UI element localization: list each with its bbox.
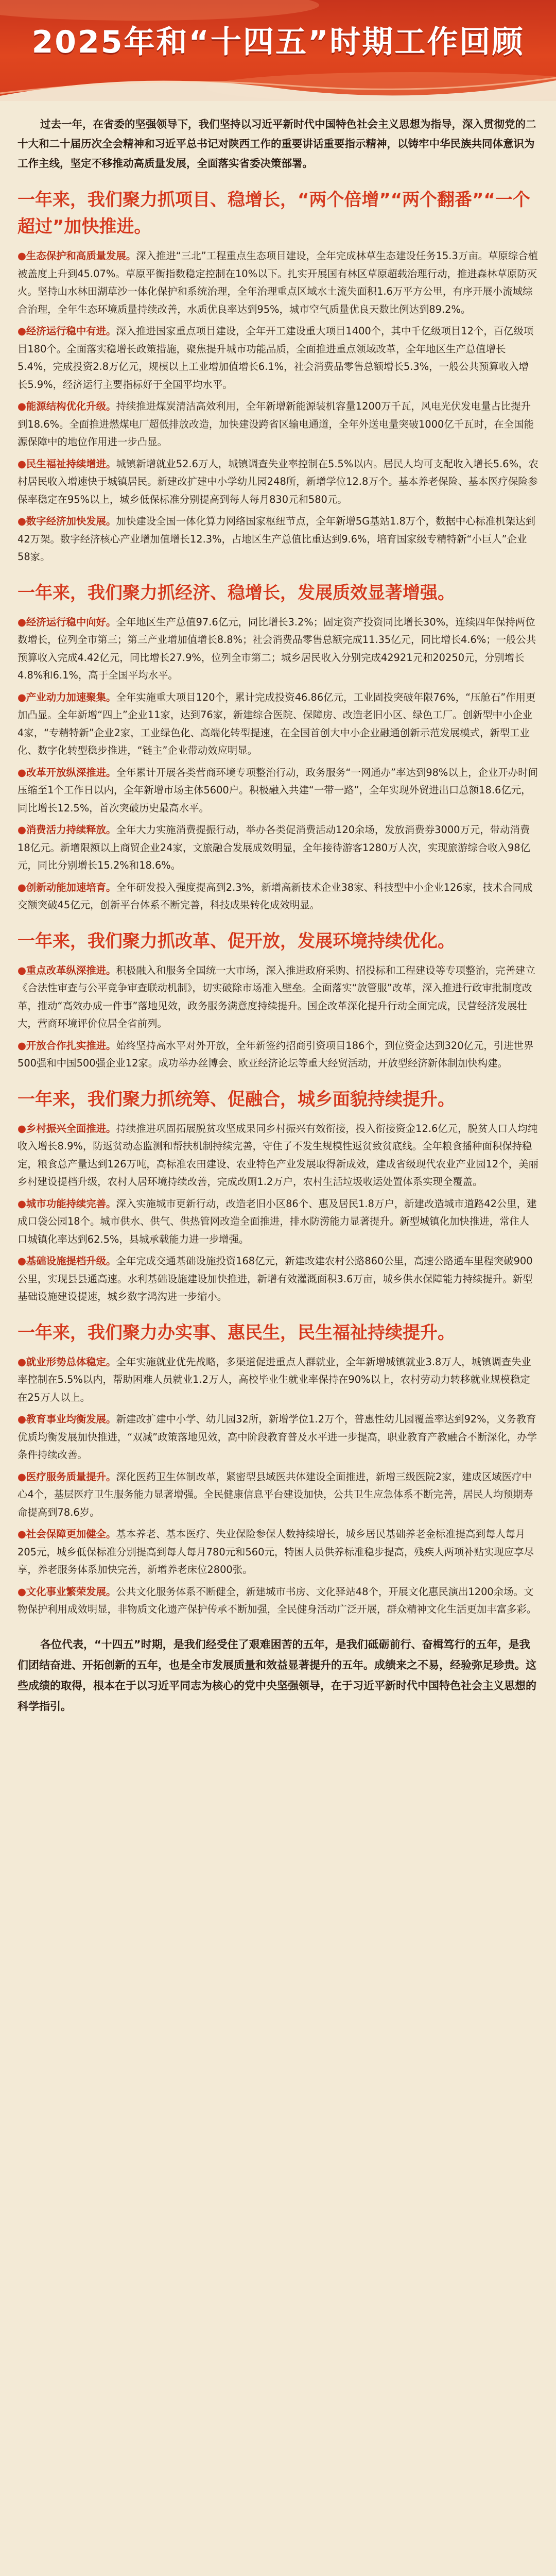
item-lead: 医疗服务质量提升。 xyxy=(26,1470,116,1483)
section-title: 一年来，我们聚力办实事、惠民生，民生福祉持续提升。 xyxy=(18,1322,455,1343)
item-text: 全年大力实施消费提振行动，举办各类促消费活动120余场，发放消费券3000万元，带动消费18亿元。新增限额以上商贸企业24家，文旅融合发展成效明显，全年接待游客1280万人次，实现旅游综合收入98亿元，同比分别增长15.2%和18.6%。 xyxy=(18,824,530,871)
item-lead: 数字经济加快发展。 xyxy=(26,515,116,527)
bullet-icon: ● xyxy=(18,824,26,836)
header-banner xyxy=(0,0,556,101)
intro-paragraph: 过去一年，在省委的坚强领导下，我们坚持以习近平新时代中国特色社会主义思想为指导，深入贯彻党的二十大和二十届历次全会精神和习近平总书记对陕西工作的重要讲话重要指示精神，以铸牢中华民族共同体意识为工作主线，坚定不移推动高质量发展，全面落实省委决策部署。 xyxy=(18,118,536,170)
section-title: 一年来，我们聚力抓经济、稳增长，发展质效显著增强。 xyxy=(18,582,455,603)
item-text: 全年地区生产总值97.6亿元，同比增长3.2%；固定资产投资同比增长30%，连续四年保持两位数增长，位列全市第三；第三产业增加值增长8.8%；社会消费品零售总额完成11.35亿元，同比增长4.6%；一般公共预算收入完成4.42亿元，同比增长27.9%，位列全市第二；城乡居民收入分别完成42921元和20250元，分别增长4.8%和6.1%，高于全国平均水平。 xyxy=(18,616,536,681)
section-3 xyxy=(18,928,538,1073)
bullet-icon: ● xyxy=(18,515,26,527)
list-item xyxy=(18,323,538,394)
item-text: 持续推进巩固拓展脱贫攻坚成果同乡村振兴有效衔接，投入衔接资金12.6亿元，脱贫人口人均纯收入增长8.9%，防返贫动态监测和帮扶机制持续完善，守住了不发生规模性返贫致贫底线。全年粮食播种面积保持稳定，粮食总产量达到126万吨，高标准农田建设、农业特色产业发展取得新成效，建成省级现代农业产业园12个，美丽乡村建设提档升级，农村人居环境持续改善，完成改厕1.2万户，农村生活垃圾收运处置体系实现全覆盖。 xyxy=(18,1122,538,1188)
bullet-icon: ● xyxy=(18,1355,26,1368)
bullet-icon: ● xyxy=(18,1470,26,1483)
section-title: 一年来，我们聚力抓统筹、促融合，城乡面貌持续提升。 xyxy=(18,1089,455,1110)
section-title: 一年来，我们聚力抓项目、稳增长，“两个倍增”“两个翻番”“一个超过”加快推进。 xyxy=(18,190,530,237)
bullet-icon: ● xyxy=(18,766,26,778)
item-text: 全年实施就业优先战略，多渠道促进重点人群就业，全年新增城镇就业3.8万人，城镇调查失业率控制在5.5%以内，帮助困难人员就业1.2万人，高校毕业生就业率保持在90%以上，农村劳动力转移就业规模稳定在25万人以上。 xyxy=(18,1355,531,1403)
list-item xyxy=(18,1252,538,1306)
item-text: 积极融入和服务全国统一大市场，深入推进政府采购、招投标和工程建设等专项整治，完善建立《合法性审查与公平竞争审查联动机制》，切实破除市场准入壁垒。全面落实“放管服”改革，深入推进行政审批制度改革，推动“高效办成一件事”落地见效，政务服务满意度持续提升。国企改革深化提升行动全面完成，民营经济发展壮大，营商环境评价位居全省前列。 xyxy=(18,964,535,1029)
item-text: 城镇新增就业52.6万人，城镇调查失业率控制在5.5%以内。居民人均可支配收入增长5.6%，农村居民收入增速快于城镇居民。新建改扩建中小学幼儿园248所，新增学位12.8万个。基本养老保险、基本医疗保险参保率稳定在95%以上，城乡低保标准分别提高到每人每月830元和580元。 xyxy=(18,457,538,505)
list-item xyxy=(18,764,538,818)
section-5 xyxy=(18,1319,538,1619)
article-body xyxy=(0,101,556,1717)
list-item xyxy=(18,614,538,685)
item-text: 全年研发投入强度提高到2.3%，新增高新技术企业38家、科技型中小企业126家，技术合同成交额突破45亿元，创新平台体系不断完善，科技成果转化成效明显。 xyxy=(18,881,533,911)
bullet-icon: ● xyxy=(18,616,26,628)
item-lead: 经济运行稳中有进。 xyxy=(26,325,116,337)
bullet-icon: ● xyxy=(18,1255,26,1267)
bullet-icon: ● xyxy=(18,457,26,470)
item-lead: 城市功能持续完善。 xyxy=(26,1197,116,1210)
item-lead: 社会保障更加健全。 xyxy=(26,1528,116,1540)
item-text: 深入实施城市更新行动，改造老旧小区86个、惠及居民1.8万户，新建改造城市道路42公里，建成口袋公园18个。城市供水、供气、供热管网改造全面推进，排水防涝能力显著提升。新型城镇化加快推进，常住人口城镇化率达到62.5%，县城承载能力进一步增强。 xyxy=(18,1197,537,1245)
section-2 xyxy=(18,580,538,914)
list-item xyxy=(18,1037,538,1073)
item-lead: 乡村振兴全面推进。 xyxy=(26,1122,116,1134)
bullet-icon: ● xyxy=(18,1122,26,1134)
bullet-icon: ● xyxy=(18,964,26,976)
item-lead: 产业动力加速聚集。 xyxy=(26,691,116,703)
bullet-icon: ● xyxy=(18,325,26,337)
list-item xyxy=(18,1411,538,1464)
section-1 xyxy=(18,187,538,566)
bullet-icon: ● xyxy=(18,400,26,412)
item-lead: 能源结构优化升级。 xyxy=(26,400,116,412)
bullet-icon: ● xyxy=(18,1039,26,1052)
list-item xyxy=(18,455,538,509)
bullet-icon: ● xyxy=(18,1413,26,1425)
bullet-icon: ● xyxy=(18,881,26,893)
item-lead: 文化事业繁荣发展。 xyxy=(26,1585,116,1598)
list-item xyxy=(18,821,538,875)
list-item xyxy=(18,962,538,1033)
bullet-icon: ● xyxy=(18,1528,26,1540)
item-text: 新建改扩建中小学、幼儿园32所，新增学位1.2万个，普惠性幼儿园覆盖率达到92%，义务教育优质均衡发展加快推进，“双减”政策落地见效，高中阶段教育普及水平进一步提高，职业教育产教融合不断深化，办学条件持续改善。 xyxy=(18,1413,537,1461)
list-item xyxy=(18,1120,538,1191)
section-4 xyxy=(18,1086,538,1306)
item-lead: 开放合作扎实推进。 xyxy=(26,1039,116,1052)
closing-paragraph: 各位代表，“十四五”时期，是我们经受住了艰难困苦的五年，是我们砥砺前行、奋楫笃行的五年，是我们团结奋进、开拓创新的五年，也是全市发展质量和效益显著提升的五年。成绩来之不易，经验弥足珍贵。这些成绩的取得，根本在于以习近平同志为核心的党中央坚强领导，在于习近平新时代中国特色社会主义思想的科学指引。 xyxy=(18,1638,536,1713)
item-text: 全年完成交通基础设施投资168亿元，新建改建农村公路860公里，高速公路通车里程突破900公里，实现县县通高速。水利基础设施建设加快推进，新增有效灌溉面积3.6万亩，城乡供水保障能力持续提升。新型基础设施建设提速，城乡数字鸿沟进一步缩小。 xyxy=(18,1255,533,1302)
item-text: 基本养老、基本医疗、失业保险参保人数持续增长，城乡居民基础养老金标准提高到每人每月205元，城乡低保标准分别提高到每人每月780元和560元，特困人员供养标准稳步提高，残疾人两项补贴实现应享尽享，养老服务体系加快完善，新增养老床位2800张。 xyxy=(18,1528,534,1575)
page-title: 2025年和“十四五”时期工作回顾 xyxy=(31,24,525,60)
list-item xyxy=(18,1195,538,1249)
item-lead: 经济运行稳中向好。 xyxy=(26,616,116,628)
item-text: 深化医药卫生体制改革，紧密型县域医共体建设全面推进，新增三级医院2家，建成区域医疗中心4个，基层医疗卫生服务能力显著增强。全民健康信息平台建设加快，公共卫生应急体系不断完善，居民人均预期寿命提高到78.6岁。 xyxy=(18,1470,533,1518)
list-item xyxy=(18,689,538,760)
list-item xyxy=(18,1526,538,1579)
item-text: 深入推进国家重点项目建设，全年开工建设重大项目1400个，其中千亿级项目12个，百亿级项目180个。全面落实稳增长政策措施，聚焦提升城市功能品质，全面推进重点领域改革，全年地区生产总值增长5.4%，完成投资2.8万亿元，规模以上工业增加值增长6.1%，社会消费品零售总额增长5.3%，一般公共预算收入增长5.9%，经济运行主要指标好于全国平均水平。 xyxy=(18,325,534,391)
item-text: 加快建设全国一体化算力网络国家枢纽节点，全年新增5G基站1.8万个，数据中心标准机架达到42万架。数字经济核心产业增加值增长12.3%，占地区生产总值比重达到9.6%，培育国家级专精特新“小巨人”企业58家。 xyxy=(18,515,535,563)
item-text: 全年累计开展各类营商环境专项整治行动，政务服务“一网通办”率达到98%以上，企业开办时间压缩至1个工作日以内，全年新增市场主体5600户。积极融入共建“一带一路”，全年实现外贸进出口总额18.6亿元，同比增长12.5%，首次突破历史最高水平。 xyxy=(18,766,538,814)
section-title: 一年来，我们聚力抓改革、促开放，发展环境持续优化。 xyxy=(18,930,455,952)
bridge-silhouette-icon xyxy=(0,65,556,101)
bullet-icon: ● xyxy=(18,250,26,262)
item-text: 持续推进煤炭清洁高效利用，全年新增新能源装机容量1200万千瓦，风电光伏发电量占比提升到18.6%。全面推进燃煤电厂超低排放改造，加快建设跨省区输电通道，全年外送电量突破1000亿千瓦时，在全国能源保障中的地位作用进一步凸显。 xyxy=(18,400,534,448)
list-item xyxy=(18,1583,538,1619)
item-text: 全年实施重大项目120个，累计完成投资46.86亿元，工业固投突破年限76%，“压舱石”作用更加凸显。全年新增“四上”企业11家，达到76家，新建综合医院、保障房、改造老旧小区、绿色工厂。创新型中小企业4家，“专精特新”企业2家，工业绿色化、高端化转型提速，在全国首创大中小企业融通创新示范发展模式，新型工业化、数字化转型稳步推进，“链主”企业带动效应明显。 xyxy=(18,691,536,756)
bullet-icon: ● xyxy=(18,691,26,703)
item-lead: 生态保护和高质量发展。 xyxy=(26,250,136,262)
list-item xyxy=(18,879,538,914)
item-lead: 改革开放纵深推进。 xyxy=(26,766,116,778)
list-item xyxy=(18,398,538,451)
bullet-icon: ● xyxy=(18,1585,26,1598)
list-item xyxy=(18,1353,538,1407)
list-item xyxy=(18,1468,538,1522)
item-lead: 教育事业均衡发展。 xyxy=(26,1413,116,1425)
item-lead: 重点改革纵深推进。 xyxy=(26,964,116,976)
bullet-icon: ● xyxy=(18,1197,26,1210)
list-item xyxy=(18,247,538,318)
list-item xyxy=(18,513,538,566)
item-lead: 基础设施提档升级。 xyxy=(26,1255,116,1267)
item-lead: 创新动能加速培育。 xyxy=(26,881,116,893)
item-text: 始终坚持高水平对外开放，全年新签约招商引资项目186个，到位资金达到320亿元，引进世界500强和中国500强企业12家。成功举办丝博会、欧亚经济论坛等重大经贸活动，开放型经济新体制加快构建。 xyxy=(18,1039,534,1069)
item-text: 公共文化服务体系不断健全，新建城市书房、文化驿站48个，开展文化惠民演出1200余场。文物保护利用成效明显，非物质文化遗产保护传承不断加强，全民健身活动广泛开展，群众精神文化生活更加丰富多彩。 xyxy=(18,1585,537,1615)
item-lead: 就业形势总体稳定。 xyxy=(26,1355,116,1368)
item-lead: 民生福祉持续增进。 xyxy=(26,457,116,470)
item-lead: 消费活力持续释放。 xyxy=(26,824,116,836)
item-text: 深入推进“三北”工程重点生态项目建设，全年完成林草生态建设任务15.3万亩。草原综合植被盖度上升到45.07%。草原平衡指数稳定控制在10%以下。扎实开展国有林区草原超载治理行动，推进森林草原防灭火。坚持山水林田湖草沙一体化保护和系统治理，全年治理重点区域水土流失面积1.6万平方公里，有序开展小流域综合治理，全年生态环境质量持续改善，水质优良率达到95%，城市空气质量优良天数比例达到89.2%。 xyxy=(18,250,538,315)
